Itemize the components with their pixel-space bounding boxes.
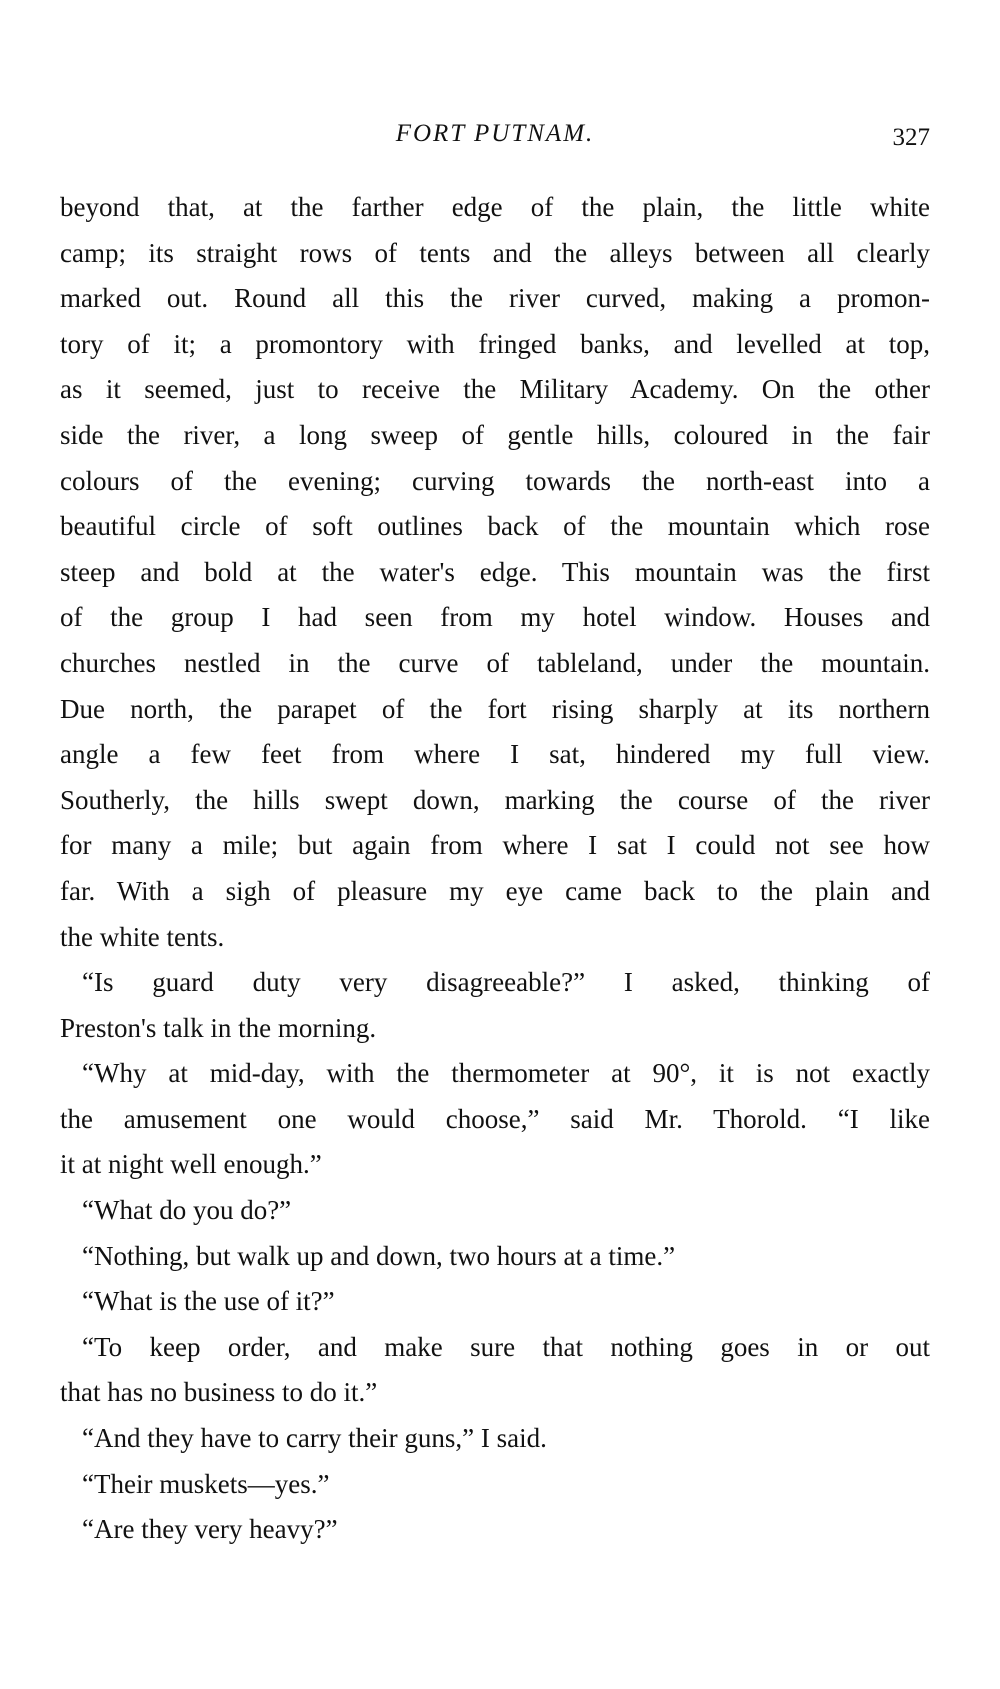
text-line: side the river, a long sweep of gentle hills, coloured in the fair <box>60 419 930 450</box>
text-line: “What do you do?” <box>82 1195 292 1226</box>
text-line: “Are they very heavy?” <box>82 1514 338 1545</box>
text-line: colours of the evening; curving towards the north-east into a <box>60 465 930 496</box>
text-line: “What is the use of it?” <box>82 1286 335 1317</box>
text-line: Preston's talk in the morning. <box>60 1012 377 1043</box>
text-line: angle a few feet from where I sat, hindered my full view. <box>60 739 930 770</box>
text-line: steep and bold at the water's edge. This mountain was the first <box>60 556 930 587</box>
text-line: far. With a sigh of pleasure my eye came back to the plain and <box>60 875 930 906</box>
text-line: the white tents. <box>60 921 225 952</box>
text-line: “And they have to carry their guns,” I said. <box>82 1423 547 1454</box>
page-number: 327 <box>892 124 930 151</box>
text-line: of the group I had seen from my hotel window. Houses and <box>60 602 930 633</box>
text-line: beyond that, at the farther edge of the plain, the little white <box>60 192 930 222</box>
text-line: marked out. Round all this the river curved, making a promon- <box>60 283 930 314</box>
text-line: “Why at mid-day, with the thermometer at 90°, it is not exactly <box>82 1058 930 1089</box>
text-line: the amusement one would choose,” said Mr. Thorold. “I like <box>60 1103 930 1134</box>
text-line: tory of it; a promontory with fringed banks, and levelled at top, <box>60 328 930 359</box>
text-line: as it seemed, just to receive the Military Academy. On the other <box>60 374 930 405</box>
text-line: it at night well enough.” <box>60 1149 322 1180</box>
page-header <box>60 120 930 164</box>
body-text <box>60 185 930 1553</box>
text-line: that has no business to do it.” <box>60 1377 378 1408</box>
text-line: “To keep order, and make sure that nothing goes in or out <box>82 1331 930 1362</box>
text-line: “Their muskets—yes.” <box>82 1468 330 1499</box>
text-line: Due north, the parapet of the fort rising sharply at its northern <box>60 693 930 724</box>
text-line: “Nothing, but walk up and down, two hours at a time.” <box>82 1240 676 1271</box>
running-head: FORT PUTNAM. <box>395 120 595 147</box>
text-line: camp; its straight rows of tents and the alleys between all clearly <box>60 237 930 268</box>
text-line: churches nestled in the curve of tableland, under the mountain. <box>60 647 930 678</box>
text-line: “Is guard duty very disagreeable?” I asked, thinking of <box>82 967 930 998</box>
text-line: Southerly, the hills swept down, marking the course of the river <box>60 784 930 815</box>
text-line: beautiful circle of soft outlines back of the mountain which rose <box>60 511 930 542</box>
text-line: for many a mile; but again from where I sat I could not see how <box>60 830 930 861</box>
